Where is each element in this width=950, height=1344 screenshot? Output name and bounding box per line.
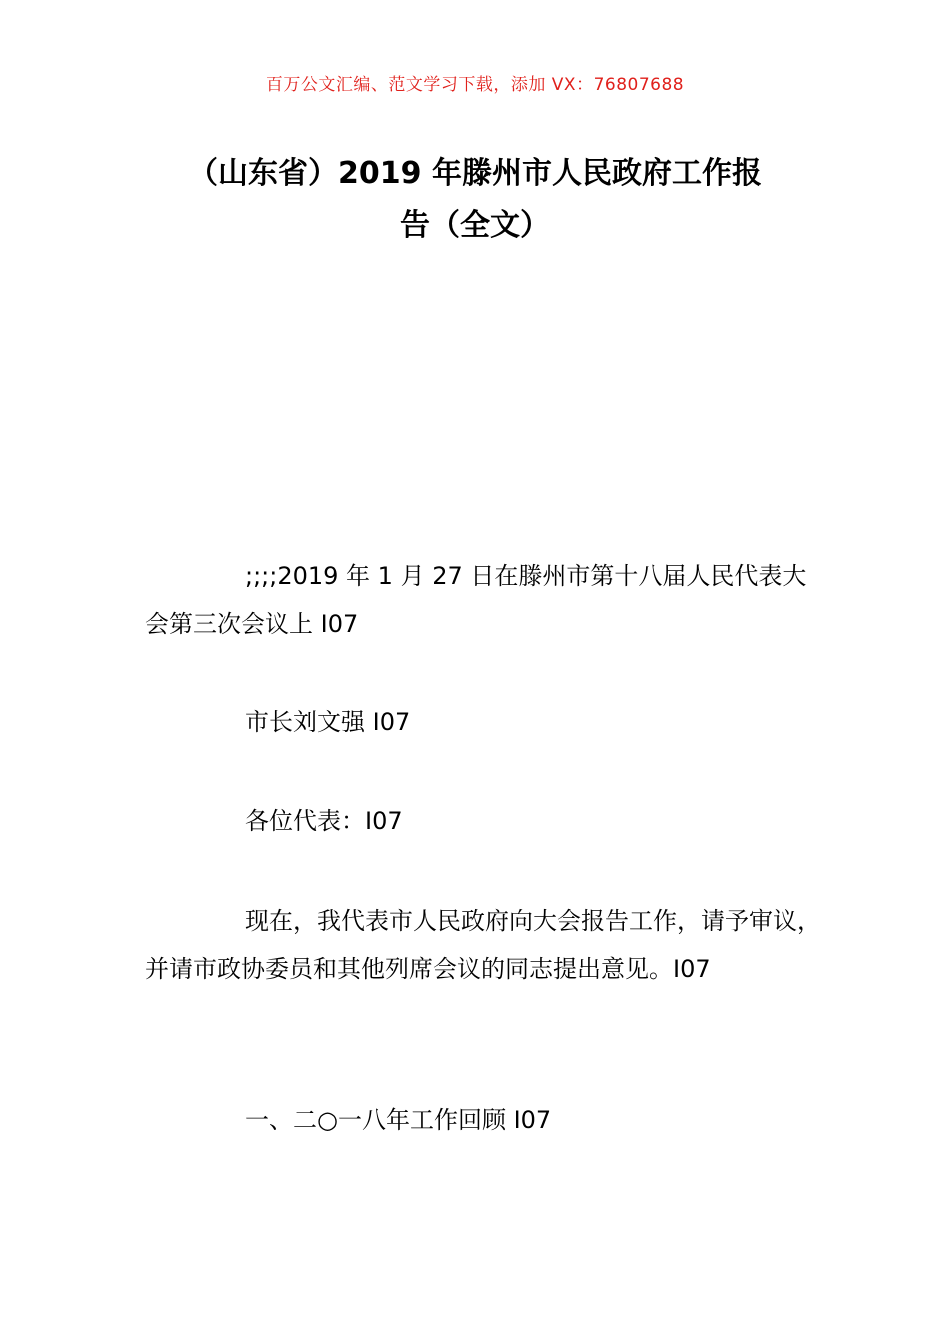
paragraph-opening: 现在，我代表市人民政府向大会报告工作，请予审议，并请市政协委员和其他列席会议的同志提出意见。I07 [145,907,821,983]
title-line-2: 告（全文） [400,208,550,243]
header-note: 百万公文汇编、范文学习下载，添加 VX：76807688 [265,75,685,95]
title-line-1: （山东省）2019 年滕州市人民政府工作报 [188,156,762,191]
paragraph-meeting-info: ;;;;2019 年 1 月 27 日在滕州市第十八届人民代表大会第三次会议上 I07 [145,562,807,638]
document-title [130,148,820,252]
paragraph-speaker: 市长刘文强 I07 [245,708,411,736]
section-heading-review: 一、二○一八年工作回顾 I07 [245,1106,552,1134]
paragraph-salutation: 各位代表：I07 [245,807,403,835]
